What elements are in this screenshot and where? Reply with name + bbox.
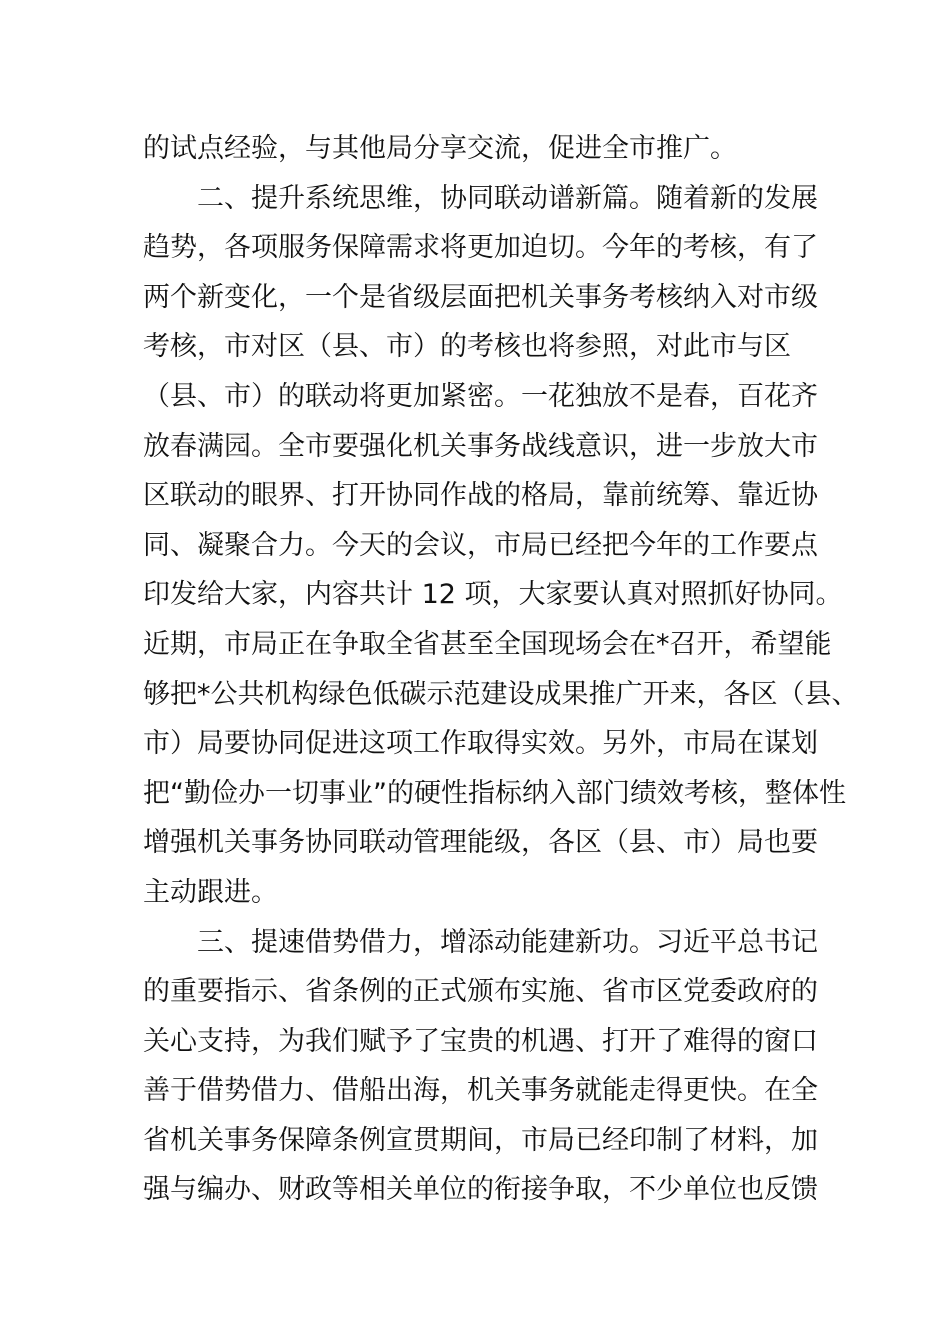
text-line: 两个新变化，一个是省级层面把机关事务考核纳入对市级 <box>143 281 818 313</box>
text-line: 省机关事务保障条例宣贯期间，市局已经印制了材料，加 <box>143 1124 818 1156</box>
text-line: 的试点经验，与其他局分享交流，促进全市推广。 <box>143 133 737 164</box>
section-heading-line: 二、提升系统思维，协同联动谱新篇。随着新的发展 <box>197 182 818 214</box>
text-line: 关心支持，为我们赋予了宝贵的机遇、打开了难得的窗口 <box>143 1025 818 1057</box>
body-text <box>143 124 859 1215</box>
section-heading-line: 三、提速借势借力，增添动能建新功。习近平总书记 <box>197 926 818 958</box>
text-line: 考核，市对区（县、市）的考核也将参照，对此市与区 <box>143 331 791 363</box>
text-line: 增强机关事务协同联动管理能级，各区（县、市）局也要 <box>143 827 818 859</box>
text-line: 把“勤俭办一切事业”的硬性指标纳入部门绩效考核，整体性 <box>143 777 846 809</box>
text-line: 放春满园。全市要强化机关事务战线意识，进一步放大市 <box>143 430 818 462</box>
text-line: 市）局要协同促进这项工作取得实效。另外，市局在谋划 <box>143 728 818 760</box>
text-line: 趋势，各项服务保障需求将更加迫切。今年的考核，有了 <box>143 232 818 264</box>
text-line: （县、市）的联动将更加紧密。一花独放不是春，百花齐 <box>143 380 818 412</box>
text-line: 近期，市局正在争取全省甚至全国现场会在*召开，希望能 <box>143 628 832 660</box>
text-line: 够把*公共机构绿色低碳示范建设成果推广开来，各区（县、 <box>143 678 859 710</box>
text-line: 强与编办、财政等相关单位的衔接争取，不少单位也反馈 <box>143 1174 818 1206</box>
text-line: 印发给大家，内容共计 12 项，大家要认真对照抓好协同。 <box>143 579 843 611</box>
text-line: 善于借势借力、借船出海，机关事务就能走得更快。在全 <box>143 1075 818 1107</box>
text-line: 同、凝聚合力。今天的会议，市局已经把今年的工作要点 <box>143 529 818 561</box>
text-line: 的重要指示、省条例的正式颁布实施、省市区党委政府的 <box>143 976 818 1008</box>
text-line: 区联动的眼界、打开协同作战的格局，靠前统筹、靠近协 <box>143 480 818 512</box>
text-line: 主动跟进。 <box>143 876 278 908</box>
